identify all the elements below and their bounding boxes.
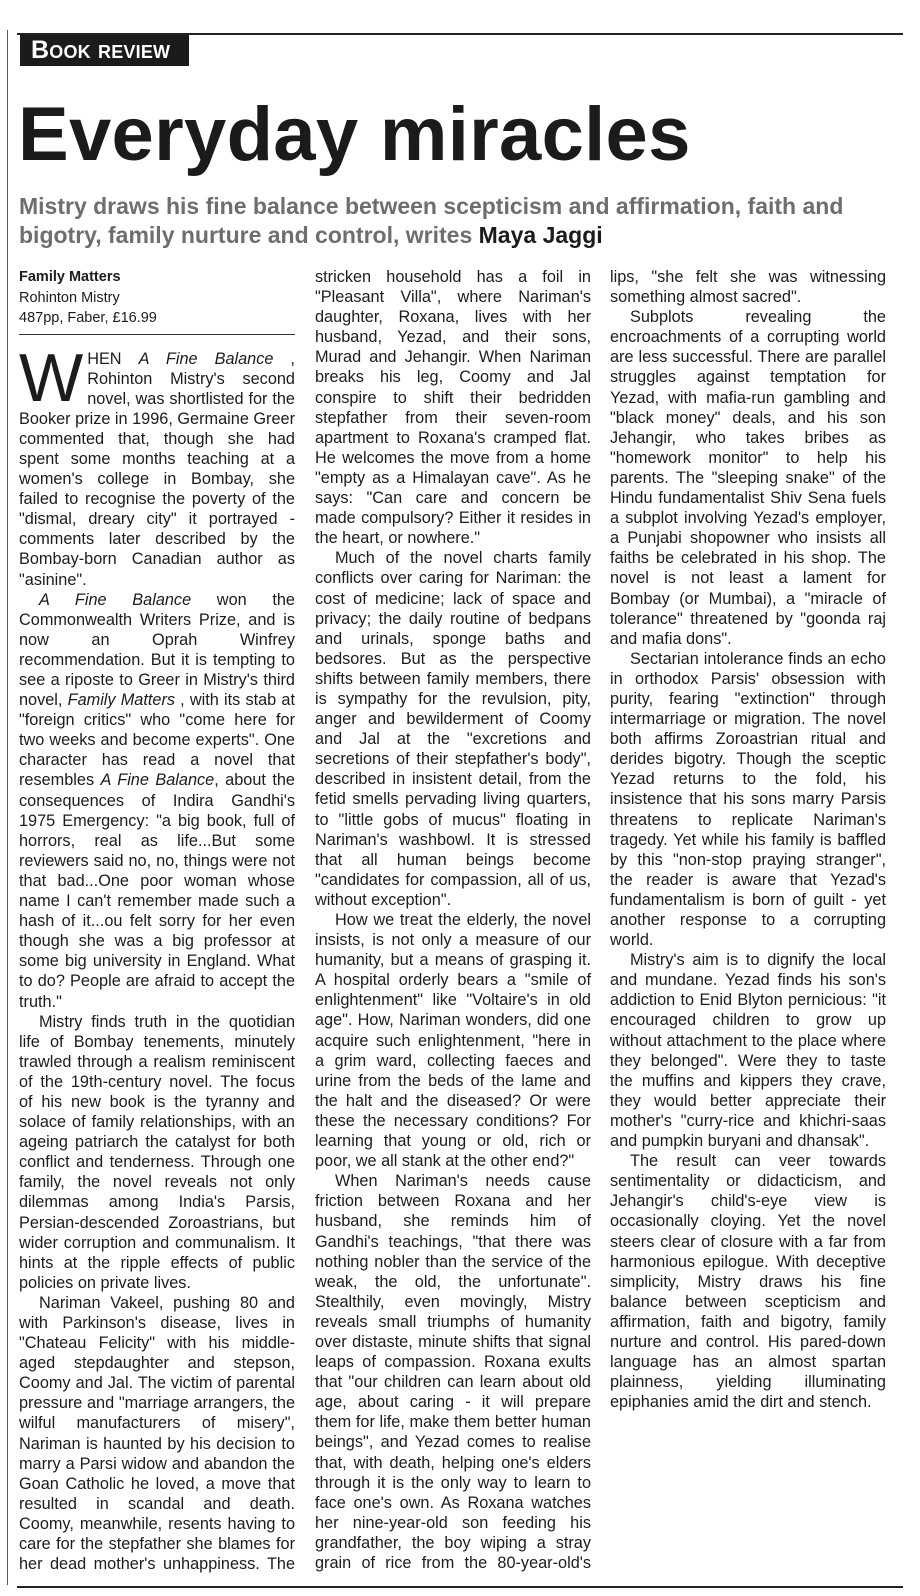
text-run: , with its stab at "foreign critics" who "come here for two weeks and become experts". One character has read a novel that resembles xyxy=(19,691,295,790)
book-details: 487pp, Faber, £16.99 xyxy=(19,310,157,326)
headline: Everyday miracles xyxy=(18,92,691,177)
paragraph: How we treat the elderly, the novel insists, is not only a measure of our humanity, but a means of grasping it. A hospital orderly bears a "smile of enlightenment" like "Voltaire's in old age". How, Nariman wonders, did one acquire such enlightenment, "here in a grim ward, collecting faeces and urine from the beds of the lame and the halt and the diseased? Or were these the necessary conditions? For learning that young or old, rich or poor, we all stank at the other end?" xyxy=(315,911,591,1171)
article-column-1 xyxy=(19,267,295,1574)
paragraph: Sectarian intolerance finds an echo in orthodox Parsis' obsession with purity, fearing "extinction" through intermarriage or migration. The novel both affirms Zoroastrian ritual and derides bigotry. Though the sceptic Yezad returns to the fold, his insistence that his sons marry Parsis threatens to replicate Nariman's tragedy. Yet while his family is baffled by this "non-stop praying stranger", the reader is aware that Yezad's fundamentalism is born of guilt - yet another response to a corrupting world. xyxy=(610,649,886,950)
text-run: , about the consequences of Indira Gandhi's 1975 Emergency: "a big book, full of horrors, real as life...But some reviewers said no, no, things were not that bad...One poor woman whose name I can't remember made such a hash of it...ou felt sorry for her even though she was a big professor at some big university in England. What to do? People are afraid to accept the truth." xyxy=(19,771,295,1011)
paragraph: Subplots revealing the encroachments of a corrupting world are less successful. There are parallel struggles against temptation for Yezad, with mafia-run gambling and "black money" deals, and his son Jehangir, who takes bribes as "homework monitor" to help his parents. The "sleeping snake" of the Hindu fundamentalist Shiv Sena fuels a subplot involving Yezad's employer, a Punjabi shopowner who insists all faiths be celebrated in his shop. The novel is not least a lament for Bombay (or Mumbai), a "miracle of tolerance" threatened by "goonda raj and mafia dons". xyxy=(610,308,886,648)
book-info xyxy=(19,267,295,335)
paragraph: Nariman Vakeel, pushing 80 and with Parkinson's disease, lives in "Chateau Felicity" with his middle-aged stepdaughter and stepson, Coomy and Jal. The victim of parental pressure and "marriage arrangers, the wilful manufacturers of misery", Nariman is haunted by his decision to marry a Parsi widow and abandon the Goan Catholic he loved, a move that resulted in scandal and death. Coomy, meanwhile, resents having to care for the stepfather she blames for her dead mother's unhappiness. The xyxy=(19,1293,295,1574)
paragraph xyxy=(19,339,296,590)
paragraph-continued: stricken household has a foil in "Pleasant Villa", where Nariman's daughter, Roxana, lives with her husband, Yezad, and their sons, Murad and Jehangir. When Nariman breaks his leg, Coomy and Jal conspire to shift their bedridden stepfather from their seven-room apartment to Roxana's cramped flat. He welcomes the move from a home "empty as a Himalayan cave". As he says: "Can care and concern be made compulsory? Either it resides in the heart, or nowhere." xyxy=(315,268,591,548)
byline: Maya Jaggi xyxy=(478,222,603,248)
text-run: , Rohinton Mistry's second novel, was shortlisted for the Booker prize in 1996, Germaine Greer commented that, though she had spent some months teaching at a women's college in Bombay, she failed to recognise the poverty of the "dismal, dreary city" it portrayed - comments later described by the Bombay-born Canadian author as "asinine". xyxy=(19,349,296,589)
paragraph-continued: lips, "she felt she was witnessing something almost sacred". xyxy=(610,268,886,307)
paragraph: The result can veer towards sentimentality or didacticism, and Jehangir's child's-eye view is occasionally cloying. Yet the novel steers clear of closure with a far from harmonious epilogue. With deceptive simplicity, Mistry draws his fine balance between scepticism and affirmation, faith and bigotry, family nurture and control. His pared-down language has an almost spartan plainness, yielding illuminating epiphanies amid the dirt and stench. xyxy=(610,1152,886,1412)
section-label xyxy=(20,35,189,66)
text-run: won the Commonwealth Writers Prize, and is now an Oprah Winfrey recommendation. But it is tempting to see a riposte to Greer in Mistry's third novel, xyxy=(19,590,295,710)
book-title: Family Matters xyxy=(19,269,121,285)
drop-cap: W xyxy=(19,339,84,416)
book-title-italic: A Fine Balance xyxy=(138,349,274,368)
article-column-3 xyxy=(610,267,886,1412)
book-title-italic: A Fine Balance xyxy=(100,771,215,790)
paragraph xyxy=(19,590,295,1012)
paragraph: Mistry finds truth in the quotidian life of Bombay tenements, minutely trawled through a realism reminiscent of the 19th-century novel. The focus of his new book is the tyranny and solace of family relationships, with an ageing patriarch the catalyst for both conflict and tenderness. Through one family, the novel reveals not only dilemmas among India's Parsis, Persian-descended Zoroastrians, but wider corruption and communalism. It hints at the ripple effects of public policies on private lives. xyxy=(19,1012,295,1292)
book-title-italic: Family Matters xyxy=(67,691,176,710)
standfirst-text: Mistry draws his fine balance between scepticism and affirmation, faith and bigotry, family nurture and control, writes xyxy=(19,193,844,248)
bottom-rule xyxy=(17,1586,903,1588)
paragraph: Mistry's aim is to dignify the local and mundane. Yezad finds his son's addiction to Enid Blyton pernicious: "it encouraged children to grow up without attachment to the place where they belonged". Were they to taste the muffins and kippers they crave, they would better appreciate their mother's "curry-rice and khichri-saas and pumpkin buryani and dhansak". xyxy=(610,951,886,1151)
section-label-text: Book review xyxy=(31,36,171,64)
paragraph: Much of the novel charts family conflicts over caring for Nariman: the cost of medicine; lack of space and privacy; the daily routine of bedpans and urinals, sponge baths and bedsores. But as the perspective shifts between family members, there is sympathy for the revulsion, pity, anger and bewilderment of Coomy and Jal at the "excretions and secretions of their stepfather's body", described in insistent detail, from the fetid smells pervading living quarters, to "little gobs of mucus" floating in Nariman's washbowl. It is stressed that all human beings become "candidates for compassion, all of us, without exception". xyxy=(315,549,591,909)
article-column-2 xyxy=(315,267,591,1573)
left-margin-rule xyxy=(7,30,8,1585)
book-title-italic: A Fine Balance xyxy=(39,590,192,609)
standfirst xyxy=(19,192,903,250)
paragraph: When Nariman's needs cause friction between Roxana and her husband, she reminds him of Gandhi's teachings, "that there was nothing nobler than the service of the weak, the old, the unfortunate". Stealthily, even movingly, Mistry reveals small triumphs of humanity over distaste, minute shifts that signal leaps of compassion. Roxana exults that "our children can learn about old age, about caring - it will prepare them for life, make them better human beings", and Yezad comes to realise that, with death, helping one's elders through it is the only way to learn to face one's own. As Roxana watches her nine-year-old son feeding his grandfather, the boy wiping a stray grain of rice from the 80-year-old's xyxy=(315,1172,591,1572)
book-author: Rohinton Mistry xyxy=(19,289,120,306)
text-run: HEN xyxy=(87,349,139,368)
